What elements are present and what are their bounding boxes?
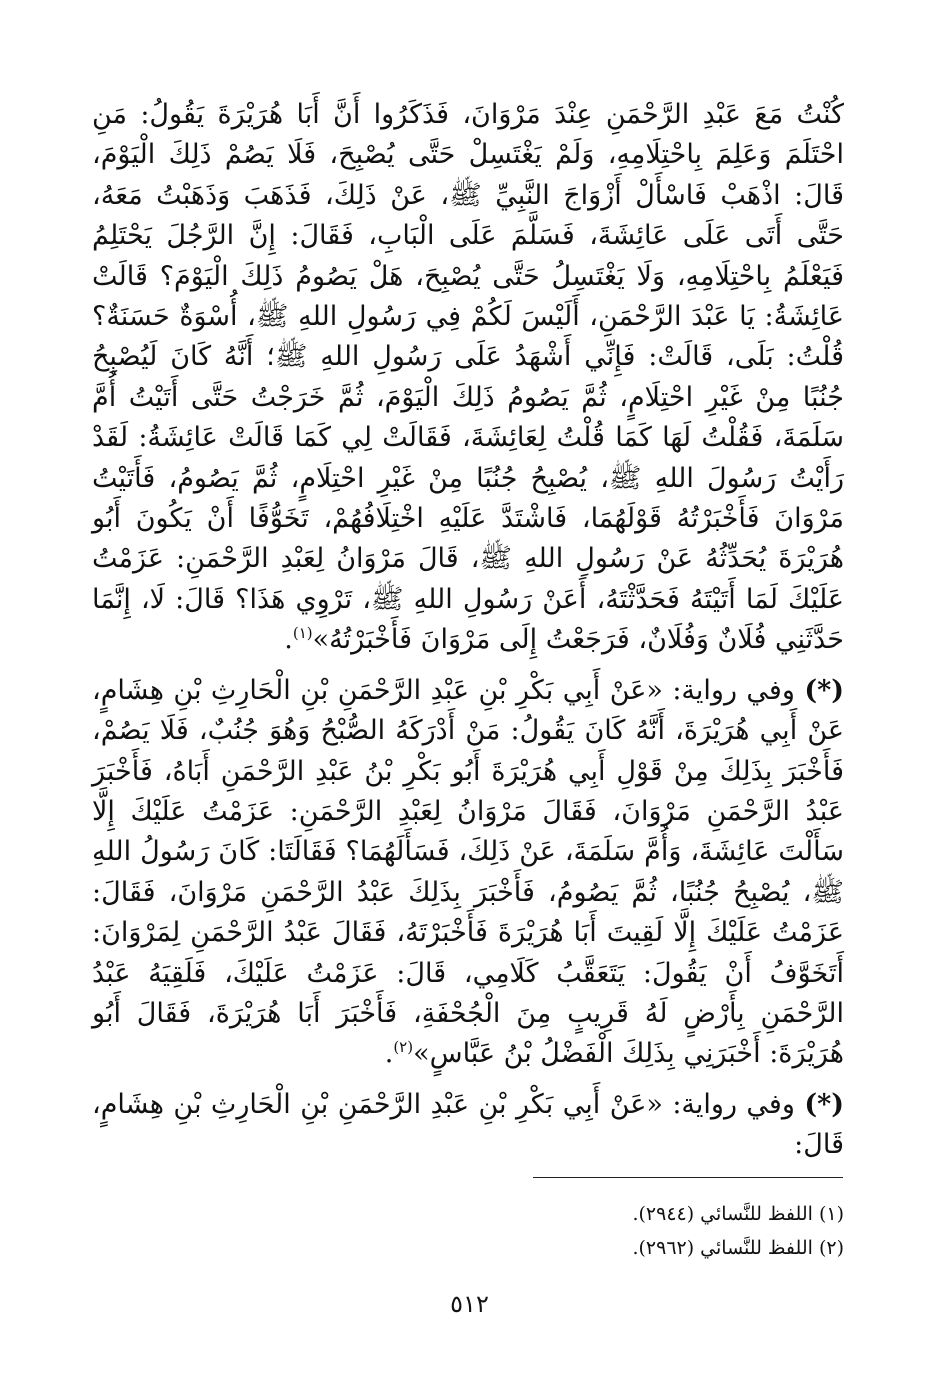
asterisk-marker: (*) [804, 674, 844, 706]
page-number: ٥١٢ [450, 1290, 489, 1318]
footnotes [92, 1197, 844, 1265]
paragraph-text: كُنْتُ مَعَ عَبْدِ الرَّحْمَنِ عِنْدَ مَرْوَانَ، فَذَكَرُوا أَنَّ أَبَا هُرَيْرَةَ يَقُولُ: مَنِ احْتَلَمَ وَعَلِمَ بِاحْتِلَامِهِ، وَلَمْ يَغْتَسِلْ حَتَّى يُصْبِحَ، فَلَا يَصُمْ ذَلِكَ الْيَوْمَ، قَالَ: اذْهَبْ فَاسْأَلْ أَزْوَاجَ النَّبِيِّ ﷺ، عَنْ ذَلِكَ، فَذَهَبَ وَذَهَبْتُ مَعَهُ، حَتَّى أَتَى عَلَى عَائِشَةَ، فَسَلَّمَ عَلَى الْبَابِ، فَقَالَ: إِنَّ الرَّجُلَ يَحْتَلِمُ فَيَعْلَمُ بِاحْتِلَامِهِ، وَلَا يَغْتَسِلُ حَتَّى يُصْبِحَ، هَلْ يَصُومُ ذَلِكَ الْيَوْمَ؟ قَالَتْ عَائِشَةُ: يَا عَبْدَ الرَّحْمَنِ، أَلَيْسَ لَكُمْ فِي رَسُولِ اللهِ ﷺ، أُسْوَةٌ حَسَنَةٌ؟ قُلْتُ: بَلَى، قَالَتْ: فَإِنِّي أَشْهَدُ عَلَى رَسُولِ اللهِ ﷺ؛ أَنَّهُ كَانَ لَيُصْبِحُ جُنُبًا مِنْ غَيْرِ احْتِلَامٍ، ثُمَّ يَصُومُ ذَلِكَ الْيَوْمَ، ثُمَّ خَرَجْتُ حَتَّى أَتَيْتُ أُمَّ سَلَمَةَ، فَقُلْتُ لَهَا كَمَا قُلْتُ لِعَائِشَةَ، فَقَالَتْ لِي كَمَا قَالَتْ عَائِشَةُ: لَقَدْ رَأَيْتُ رَسُولَ اللهِ ﷺ، يُصْبِحُ جُنُبًا مِنْ غَيْرِ احْتِلَامٍ، ثُمَّ يَصُومُ، فَأَتَيْتُ مَرْوَانَ فَأَخْبَرْتُهُ قَوْلَهُمَا، فَاشْتَدَّ عَلَيْهِ اخْتِلَافُهُمْ، تَخَوُّفًا أَنْ يَكُونَ أَبُو هُرَيْرَةَ يُحَدِّثُهُ عَنْ رَسُولِ اللهِ ﷺ، قَالَ مَرْوَانُ لِعَبْدِ الرَّحْمَنِ: عَزَمْتُ عَلَيْكَ لَمَا أَتَيْتَهُ فَحَدَّثْتَهُ، أَعَنْ رَسُولِ اللهِ ﷺ، تَرْوِي هَذَا؟ قَالَ: لَا، إِنَّمَا حَدَّثَنِي فُلَانٌ وَفُلَانٌ، فَرَجَعْتُ إِلَى مَرْوَانَ فَأَخْبَرْتُهُ» [92, 99, 844, 656]
paragraph-3 [92, 1085, 844, 1166]
footnote-divider [533, 1177, 843, 1178]
footnote-2: (٢) اللفظ للنَّسائي (٢٩٦٢). [632, 1237, 844, 1259]
footnote-ref-1: (١) [292, 624, 313, 643]
footnote-1: (١) اللفظ للنَّسائي (٢٩٤٤). [632, 1203, 844, 1225]
paragraph-tail: . [384, 1038, 394, 1070]
paragraph-2 [92, 671, 844, 1075]
main-text [92, 95, 844, 1166]
paragraph-text: وفي رواية: «عَنْ أَبِي بَكْرِ بْنِ عَبْدِ الرَّحْمَنِ بْنِ الْحَارِثِ بْنِ هِشَامٍ، قَالَ: [92, 1088, 844, 1161]
paragraph-text: وفي رواية: «عَنْ أَبِي بَكْرِ بْنِ عَبْدِ الرَّحْمَنِ بْنِ الْحَارِثِ بْنِ هِشَامٍ، عَنْ أَبِي هُرَيْرَةَ، أَنَّهُ كَانَ يَقُولُ: مَنْ أَدْرَكَهُ الصُّبْحُ وَهُوَ جُنُبٌ، فَلَا يَصُمْ، فَأَخْبَرَ بِذَلِكَ مِنْ قَوْلِ أَبِي هُرَيْرَةَ أَبُو بَكْرِ بْنُ عَبْدِ الرَّحْمَنِ أَبَاهُ، فَأَخْبَرَ عَبْدُ الرَّحْمَنِ مَرْوَانَ، فَقَالَ مَرْوَانُ لِعَبْدِ الرَّحْمَنِ: عَزَمْتُ عَلَيْكَ إِلَّا سَأَلْتَ عَائِشَةَ، وَأُمَّ سَلَمَةَ، عَنْ ذَلِكَ، فَسَأَلَهُمَا؟ فَقَالَتَا: كَانَ رَسُولُ اللهِ ﷺ، يُصْبِحُ جُنُبًا، ثُمَّ يَصُومُ، فَأَخْبَرَ بِذَلِكَ عَبْدُ الرَّحْمَنِ مَرْوَانَ، فَقَالَ: عَزَمْتُ عَلَيْكَ إِلَّا لَقِيتَ أَبَا هُرَيْرَةَ فَأَخْبَرْتَهُ، فَقَالَ عَبْدُ الرَّحْمَنِ لِمَرْوَانَ: أَتَخَوَّفُ أَنْ يَقُولَ: يَتَعَقَّبُ كَلَامِي، قَالَ: عَزَمْتُ عَلَيْكَ، فَلَقِيَهُ عَبْدُ الرَّحْمَنِ بِأَرْضٍ لَهُ قَرِيبٍ مِنَ الْجُحْفَةِ، فَأَخْبَرَ أَبَا هُرَيْرَةَ، فَقَالَ أَبُو هُرَيْرَةَ: أَخْبَرَنِي بِذَلِكَ الْفَضْلُ بْنُ عَبَّاسٍ» [92, 674, 844, 1070]
asterisk-marker: (*) [804, 1088, 844, 1120]
paragraph-tail: . [284, 624, 293, 656]
footnote-ref-2: (٢) [393, 1038, 414, 1057]
paragraph-1 [92, 95, 844, 661]
